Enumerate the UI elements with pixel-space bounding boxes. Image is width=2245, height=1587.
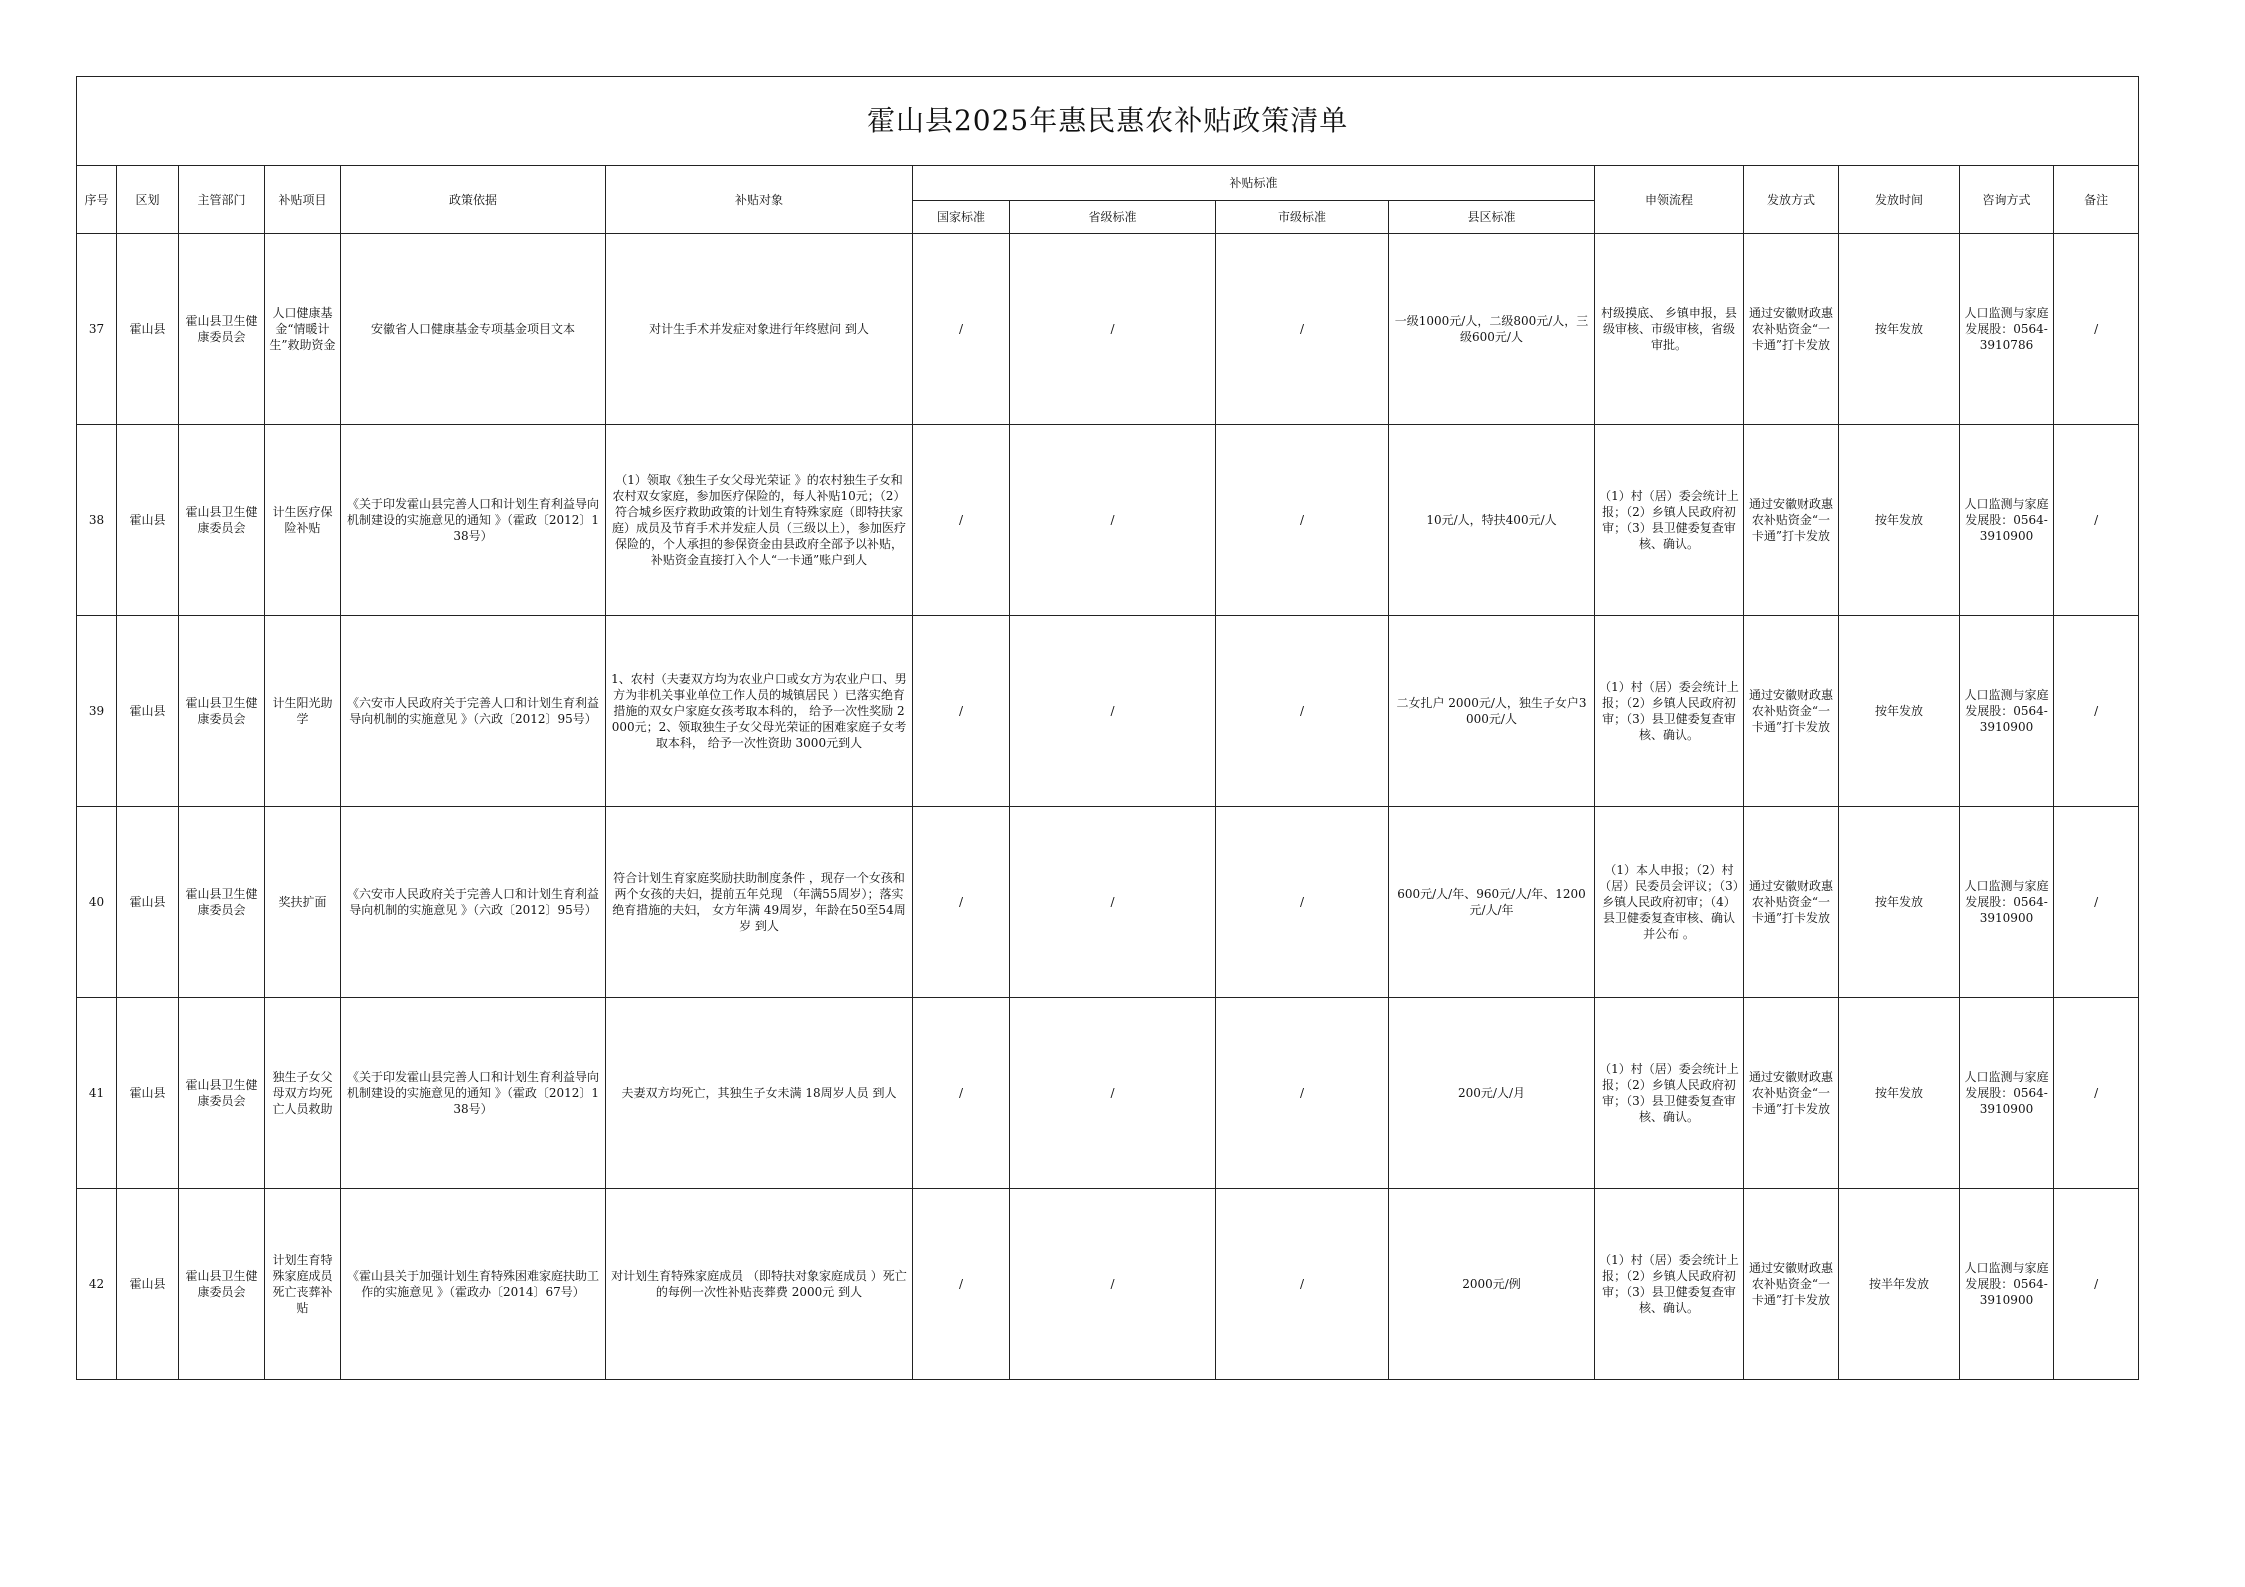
header-item: 补贴项目 (265, 166, 341, 234)
cell-seq: 38 (77, 425, 117, 616)
cell-county: 2000元/例 (1389, 1189, 1595, 1380)
cell-process: 村级摸底、 乡镇申报，县级审核、市级审核，省级审批。 (1595, 234, 1744, 425)
cell-basis: 《六安市人民政府关于完善人口和计划生育利益导向机制的实施意见 》（六政〔2012〕95号） (341, 616, 606, 807)
cell-target: 1、农村（夫妻双方均为农业户口或女方为农业户口、男方为非机关事业单位工作人员的城镇居民 ）已落实绝育措施的双女户家庭女孩考取本科的， 给予一次性奖励 2000元；2、领取独生子女父母光荣证的困难家庭子女考取本科， 给予一次性资助 3000元到人 (606, 616, 913, 807)
cell-contact: 人口监测与家庭发展股：0564-3910900 (1960, 998, 2054, 1189)
header-time: 发放时间 (1839, 166, 1960, 234)
cell-remark: / (2054, 234, 2139, 425)
cell-district: 霍山县 (117, 1189, 179, 1380)
cell-contact: 人口监测与家庭发展股：0564-3910900 (1960, 807, 2054, 998)
cell-contact: 人口监测与家庭发展股：0564-3910786 (1960, 234, 2054, 425)
cell-time: 按年发放 (1839, 807, 1960, 998)
cell-national: / (913, 1189, 1010, 1380)
cell-time: 按年发放 (1839, 234, 1960, 425)
cell-remark: / (2054, 807, 2139, 998)
cell-basis: 《六安市人民政府关于完善人口和计划生育利益导向机制的实施意见 》（六政〔2012〕95号） (341, 807, 606, 998)
cell-time: 按年发放 (1839, 616, 1960, 807)
table-row (77, 616, 2139, 807)
cell-contact: 人口监测与家庭发展股：0564-3910900 (1960, 616, 2054, 807)
cell-process: （1）村（居）委会统计上报；（2）乡镇人民政府初审；（3）县卫健委复查审核、确认。 (1595, 1189, 1744, 1380)
cell-item: 人口健康基金“情暖计生”救助资金 (265, 234, 341, 425)
header-row (77, 166, 2139, 201)
header-municipal: 市级标准 (1216, 201, 1389, 234)
cell-contact: 人口监测与家庭发展股：0564-3910900 (1960, 1189, 2054, 1380)
cell-national: / (913, 807, 1010, 998)
cell-basis: 《关于印发霍山县完善人口和计划生育利益导向机制建设的实施意见的通知 》（霍政〔2012〕138号） (341, 998, 606, 1189)
header-standard-group: 补贴标准 (913, 166, 1595, 201)
cell-department: 霍山县卫生健康委员会 (179, 1189, 265, 1380)
cell-seq: 37 (77, 234, 117, 425)
cell-national: / (913, 425, 1010, 616)
header-remark: 备注 (2054, 166, 2139, 234)
cell-county: 10元/人，特扶400元/人 (1389, 425, 1595, 616)
header-process: 申领流程 (1595, 166, 1744, 234)
cell-item: 计生阳光助学 (265, 616, 341, 807)
cell-seq: 42 (77, 1189, 117, 1380)
cell-department: 霍山县卫生健康委员会 (179, 807, 265, 998)
header-provincial: 省级标准 (1010, 201, 1216, 234)
table-row (77, 998, 2139, 1189)
cell-department: 霍山县卫生健康委员会 (179, 998, 265, 1189)
table-row (77, 234, 2139, 425)
cell-basis: 安徽省人口健康基金专项基金项目文本 (341, 234, 606, 425)
table-body (77, 234, 2139, 1380)
cell-municipal: / (1216, 234, 1389, 425)
cell-municipal: / (1216, 1189, 1389, 1380)
cell-provincial: / (1010, 234, 1216, 425)
header-national: 国家标准 (913, 201, 1010, 234)
cell-department: 霍山县卫生健康委员会 (179, 425, 265, 616)
cell-district: 霍山县 (117, 234, 179, 425)
header-county: 县区标准 (1389, 201, 1595, 234)
cell-target: 符合计划生育家庭奖励扶助制度条件 ，现存一个女孩和两个女孩的夫妇，提前五年兑现 （年满55周岁）；落实绝育措施的夫妇， 女方年满 49周岁，年龄在50至54周岁 到人 (606, 807, 913, 998)
cell-provincial: / (1010, 1189, 1216, 1380)
page-title: 霍山县2025年惠民惠农补贴政策清单 (77, 77, 2139, 166)
cell-method: 通过安徽财政惠农补贴资金“一卡通”打卡发放 (1744, 998, 1839, 1189)
cell-provincial: / (1010, 616, 1216, 807)
cell-time: 按年发放 (1839, 425, 1960, 616)
cell-time: 按半年发放 (1839, 1189, 1960, 1380)
cell-method: 通过安徽财政惠农补贴资金“一卡通”打卡发放 (1744, 234, 1839, 425)
table-row (77, 425, 2139, 616)
cell-county: 600元/人/年、960元/人/年、1200元/人/年 (1389, 807, 1595, 998)
cell-provincial: / (1010, 807, 1216, 998)
subsidy-policy-table (76, 76, 2139, 1380)
cell-remark: / (2054, 1189, 2139, 1380)
cell-national: / (913, 998, 1010, 1189)
table-row (77, 1189, 2139, 1380)
cell-remark: / (2054, 616, 2139, 807)
header-contact: 咨询方式 (1960, 166, 2054, 234)
cell-remark: / (2054, 425, 2139, 616)
cell-target: 对计划生育特殊家庭成员 （即特扶对象家庭成员 ）死亡的每例一次性补贴丧葬费 2000元 到人 (606, 1189, 913, 1380)
header-target: 补贴对象 (606, 166, 913, 234)
cell-method: 通过安徽财政惠农补贴资金“一卡通”打卡发放 (1744, 616, 1839, 807)
cell-municipal: / (1216, 616, 1389, 807)
header-department: 主管部门 (179, 166, 265, 234)
cell-target: 对计生手术并发症对象进行年终慰问 到人 (606, 234, 913, 425)
cell-county: 一级1000元/人，二级800元/人，三级600元/人 (1389, 234, 1595, 425)
cell-provincial: / (1010, 425, 1216, 616)
cell-method: 通过安徽财政惠农补贴资金“一卡通”打卡发放 (1744, 1189, 1839, 1380)
header-method: 发放方式 (1744, 166, 1839, 234)
cell-method: 通过安徽财政惠农补贴资金“一卡通”打卡发放 (1744, 425, 1839, 616)
cell-process: （1）村（居）委会统计上报；（2）乡镇人民政府初审；（3）县卫健委复查审核、确认。 (1595, 616, 1744, 807)
table-row (77, 807, 2139, 998)
cell-seq: 39 (77, 616, 117, 807)
cell-department: 霍山县卫生健康委员会 (179, 616, 265, 807)
cell-seq: 41 (77, 998, 117, 1189)
cell-seq: 40 (77, 807, 117, 998)
policy-sheet (76, 76, 2138, 1380)
cell-national: / (913, 234, 1010, 425)
cell-time: 按年发放 (1839, 998, 1960, 1189)
cell-item: 奖扶扩面 (265, 807, 341, 998)
cell-contact: 人口监测与家庭发展股：0564-3910900 (1960, 425, 2054, 616)
cell-department: 霍山县卫生健康委员会 (179, 234, 265, 425)
cell-basis: 《霍山县关于加强计划生育特殊困难家庭扶助工作的实施意见 》（霍政办〔2014〕67号） (341, 1189, 606, 1380)
cell-municipal: / (1216, 425, 1389, 616)
cell-municipal: / (1216, 807, 1389, 998)
cell-item: 独生子女父母双方均死亡人员救助 (265, 998, 341, 1189)
cell-item: 计生医疗保险补贴 (265, 425, 341, 616)
cell-target: 夫妻双方均死亡，其独生子女未满 18周岁人员 到人 (606, 998, 913, 1189)
cell-process: （1）村（居）委会统计上报；（2）乡镇人民政府初审；（3）县卫健委复查审核、确认。 (1595, 998, 1744, 1189)
header-district: 区划 (117, 166, 179, 234)
cell-county: 200元/人/月 (1389, 998, 1595, 1189)
cell-county: 二女扎户 2000元/人，独生子女户3000元/人 (1389, 616, 1595, 807)
header-basis: 政策依据 (341, 166, 606, 234)
cell-remark: / (2054, 998, 2139, 1189)
cell-district: 霍山县 (117, 616, 179, 807)
cell-provincial: / (1010, 998, 1216, 1189)
cell-process: （1）本人申报；（2）村（居）民委员会评议；（3）乡镇人民政府初审；（4）县卫健委复查审核、确认并公布 。 (1595, 807, 1744, 998)
cell-method: 通过安徽财政惠农补贴资金“一卡通”打卡发放 (1744, 807, 1839, 998)
cell-district: 霍山县 (117, 998, 179, 1189)
cell-district: 霍山县 (117, 807, 179, 998)
cell-item: 计划生育特殊家庭成员死亡丧葬补贴 (265, 1189, 341, 1380)
cell-district: 霍山县 (117, 425, 179, 616)
header-seq: 序号 (77, 166, 117, 234)
cell-target: （1）领取《独生子女父母光荣证 》的农村独生子女和农村双女家庭，参加医疗保险的，每人补贴10元；（2）符合城乡医疗救助政策的计划生育特殊家庭（即特扶家庭）成员及节育手术并发症人员（三级以上），参加医疗保险的，个人承担的参保资金由县政府全部予以补贴， 补贴资金直接打入个人“一卡通”账户到人 (606, 425, 913, 616)
cell-national: / (913, 616, 1010, 807)
cell-basis: 《关于印发霍山县完善人口和计划生育利益导向机制建设的实施意见的通知 》（霍政〔2012〕138号） (341, 425, 606, 616)
cell-process: （1）村（居）委会统计上报；（2）乡镇人民政府初审；（3）县卫健委复查审核、确认。 (1595, 425, 1744, 616)
cell-municipal: / (1216, 998, 1389, 1189)
